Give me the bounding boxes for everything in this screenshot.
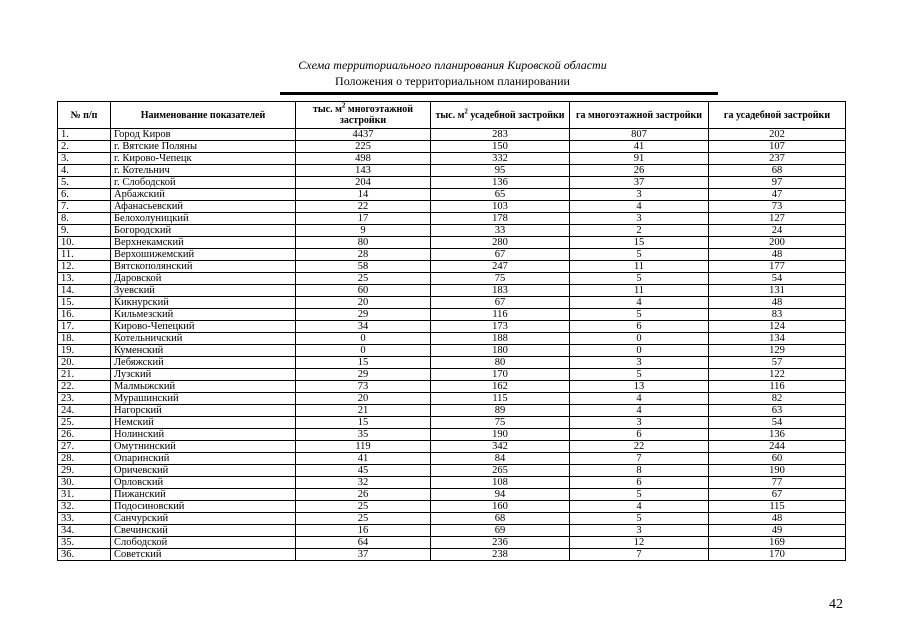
manor-ha-cell: 97 (709, 177, 846, 189)
multistorey-ha-cell: 6 (570, 429, 709, 441)
manor-thousand-m2-cell: 173 (431, 321, 570, 333)
table-row (58, 489, 846, 501)
multistorey-ha-cell: 5 (570, 249, 709, 261)
row-name-cell: Город Киров (111, 129, 296, 141)
row-number-cell: 10. (58, 237, 111, 249)
table-row (58, 357, 846, 369)
manor-ha-cell: 202 (709, 129, 846, 141)
manor-thousand-m2-cell: 180 (431, 345, 570, 357)
table-body (58, 129, 846, 561)
table-row (58, 429, 846, 441)
manor-thousand-m2-cell: 84 (431, 453, 570, 465)
multistorey-thousand-m2-cell: 29 (296, 369, 431, 381)
manor-ha-cell: 67 (709, 489, 846, 501)
row-number-cell: 4. (58, 165, 111, 177)
manor-ha-cell: 129 (709, 345, 846, 357)
multistorey-thousand-m2-cell: 28 (296, 249, 431, 261)
table-row (58, 273, 846, 285)
col-header-manor-thousand-m2: тыс. $м^2$ усадебной застройки (431, 102, 570, 129)
row-number-cell: 19. (58, 345, 111, 357)
table-row (58, 537, 846, 549)
manor-ha-cell: 177 (709, 261, 846, 273)
multistorey-thousand-m2-cell: 25 (296, 501, 431, 513)
row-number-cell: 22. (58, 381, 111, 393)
multistorey-thousand-m2-cell: 15 (296, 357, 431, 369)
table-row (58, 153, 846, 165)
row-name-cell: Малмыжский (111, 381, 296, 393)
multistorey-ha-cell: 4 (570, 393, 709, 405)
row-name-cell: Лебяжский (111, 357, 296, 369)
manor-ha-cell: 48 (709, 513, 846, 525)
multistorey-ha-cell: 5 (570, 309, 709, 321)
row-name-cell: Санчурский (111, 513, 296, 525)
row-number-cell: 20. (58, 357, 111, 369)
table-row (58, 513, 846, 525)
table-header-row (58, 102, 846, 129)
manor-thousand-m2-cell: 94 (431, 489, 570, 501)
multistorey-ha-cell: 4 (570, 297, 709, 309)
header-rule (280, 92, 718, 95)
row-name-cell: Пижанский (111, 489, 296, 501)
table-row (58, 369, 846, 381)
table-row (58, 285, 846, 297)
table-row (58, 213, 846, 225)
col-header-manor-ha: га усадебной застройки (709, 102, 846, 129)
multistorey-ha-cell: 3 (570, 189, 709, 201)
manor-ha-cell: 54 (709, 417, 846, 429)
row-number-cell: 33. (58, 513, 111, 525)
col-header-name: Наименование показателей (111, 102, 296, 129)
col-header-multistorey-thousand-m2: тыс. $м^2$ многоэтажной застройки (296, 102, 431, 129)
multistorey-ha-cell: 37 (570, 177, 709, 189)
multistorey-ha-cell: 0 (570, 333, 709, 345)
table-row (58, 141, 846, 153)
table-row (58, 405, 846, 417)
manor-thousand-m2-cell: 190 (431, 429, 570, 441)
multistorey-thousand-m2-cell: 35 (296, 429, 431, 441)
multistorey-ha-cell: 11 (570, 285, 709, 297)
multistorey-thousand-m2-cell: 58 (296, 261, 431, 273)
table-row (58, 525, 846, 537)
multistorey-ha-cell: 11 (570, 261, 709, 273)
manor-ha-cell: 77 (709, 477, 846, 489)
multistorey-thousand-m2-cell: 9 (296, 225, 431, 237)
manor-ha-cell: 115 (709, 501, 846, 513)
manor-ha-cell: 116 (709, 381, 846, 393)
manor-ha-cell: 237 (709, 153, 846, 165)
multistorey-thousand-m2-cell: 0 (296, 333, 431, 345)
manor-thousand-m2-cell: 75 (431, 417, 570, 429)
multistorey-ha-cell: 6 (570, 477, 709, 489)
manor-ha-cell: 134 (709, 333, 846, 345)
multistorey-ha-cell: 7 (570, 549, 709, 561)
multistorey-ha-cell: 7 (570, 453, 709, 465)
multistorey-ha-cell: 3 (570, 525, 709, 537)
manor-ha-cell: 136 (709, 429, 846, 441)
manor-thousand-m2-cell: 332 (431, 153, 570, 165)
multistorey-thousand-m2-cell: 45 (296, 465, 431, 477)
multistorey-ha-cell: 12 (570, 537, 709, 549)
manor-ha-cell: 170 (709, 549, 846, 561)
manor-ha-cell: 57 (709, 357, 846, 369)
manor-thousand-m2-cell: 150 (431, 141, 570, 153)
row-name-cell: Советский (111, 549, 296, 561)
manor-thousand-m2-cell: 342 (431, 441, 570, 453)
multistorey-thousand-m2-cell: 73 (296, 381, 431, 393)
multistorey-thousand-m2-cell: 41 (296, 453, 431, 465)
row-name-cell: Мурашинский (111, 393, 296, 405)
row-name-cell: Подосиновский (111, 501, 296, 513)
table-row (58, 465, 846, 477)
row-name-cell: Зуевский (111, 285, 296, 297)
manor-ha-cell: 48 (709, 297, 846, 309)
row-name-cell: Кирово-Чепецкий (111, 321, 296, 333)
manor-thousand-m2-cell: 108 (431, 477, 570, 489)
manor-thousand-m2-cell: 178 (431, 213, 570, 225)
table-row (58, 549, 846, 561)
table-row (58, 261, 846, 273)
multistorey-thousand-m2-cell: 0 (296, 345, 431, 357)
multistorey-thousand-m2-cell: 119 (296, 441, 431, 453)
multistorey-thousand-m2-cell: 14 (296, 189, 431, 201)
manor-ha-cell: 54 (709, 273, 846, 285)
multistorey-ha-cell: 4 (570, 201, 709, 213)
manor-thousand-m2-cell: 160 (431, 501, 570, 513)
table-row (58, 453, 846, 465)
row-name-cell: г. Вятские Поляны (111, 141, 296, 153)
multistorey-ha-cell: 0 (570, 345, 709, 357)
row-number-cell: 31. (58, 489, 111, 501)
manor-thousand-m2-cell: 69 (431, 525, 570, 537)
multistorey-thousand-m2-cell: 25 (296, 273, 431, 285)
multistorey-ha-cell: 4 (570, 405, 709, 417)
row-number-cell: 16. (58, 309, 111, 321)
row-name-cell: Белохолуницкий (111, 213, 296, 225)
row-name-cell: г. Кирово-Чепецк (111, 153, 296, 165)
row-number-cell: 15. (58, 297, 111, 309)
manor-ha-cell: 82 (709, 393, 846, 405)
row-name-cell: Вятскополянский (111, 261, 296, 273)
manor-ha-cell: 131 (709, 285, 846, 297)
table-row (58, 129, 846, 141)
data-table (57, 101, 846, 561)
row-name-cell: Лузский (111, 369, 296, 381)
row-name-cell: Арбажский (111, 189, 296, 201)
manor-ha-cell: 63 (709, 405, 846, 417)
multistorey-ha-cell: 26 (570, 165, 709, 177)
manor-ha-cell: 73 (709, 201, 846, 213)
row-number-cell: 12. (58, 261, 111, 273)
row-name-cell: Нагорский (111, 405, 296, 417)
multistorey-ha-cell: 6 (570, 321, 709, 333)
row-name-cell: Богородский (111, 225, 296, 237)
table-row (58, 249, 846, 261)
row-number-cell: 8. (58, 213, 111, 225)
multistorey-thousand-m2-cell: 25 (296, 513, 431, 525)
multistorey-thousand-m2-cell: 204 (296, 177, 431, 189)
row-name-cell: Омутнинский (111, 441, 296, 453)
table-row (58, 417, 846, 429)
multistorey-ha-cell: 5 (570, 489, 709, 501)
multistorey-ha-cell: 13 (570, 381, 709, 393)
table-row (58, 441, 846, 453)
multistorey-ha-cell: 91 (570, 153, 709, 165)
row-number-cell: 13. (58, 273, 111, 285)
manor-thousand-m2-cell: 89 (431, 405, 570, 417)
row-name-cell: Свечинский (111, 525, 296, 537)
page-number: 42 (829, 597, 843, 612)
multistorey-thousand-m2-cell: 34 (296, 321, 431, 333)
manor-ha-cell: 48 (709, 249, 846, 261)
row-name-cell: Даровской (111, 273, 296, 285)
multistorey-ha-cell: 2 (570, 225, 709, 237)
multistorey-thousand-m2-cell: 4437 (296, 129, 431, 141)
multistorey-thousand-m2-cell: 80 (296, 237, 431, 249)
manor-thousand-m2-cell: 162 (431, 381, 570, 393)
manor-ha-cell: 200 (709, 237, 846, 249)
row-number-cell: 11. (58, 249, 111, 261)
row-name-cell: Нолинский (111, 429, 296, 441)
multistorey-thousand-m2-cell: 20 (296, 393, 431, 405)
multistorey-thousand-m2-cell: 60 (296, 285, 431, 297)
manor-ha-cell: 68 (709, 165, 846, 177)
row-number-cell: 1. (58, 129, 111, 141)
row-name-cell: Оричевский (111, 465, 296, 477)
manor-thousand-m2-cell: 80 (431, 357, 570, 369)
table-row (58, 165, 846, 177)
manor-thousand-m2-cell: 67 (431, 297, 570, 309)
manor-thousand-m2-cell: 75 (431, 273, 570, 285)
row-number-cell: 32. (58, 501, 111, 513)
multistorey-thousand-m2-cell: 498 (296, 153, 431, 165)
manor-ha-cell: 47 (709, 189, 846, 201)
row-number-cell: 30. (58, 477, 111, 489)
table-row (58, 321, 846, 333)
manor-ha-cell: 127 (709, 213, 846, 225)
row-number-cell: 36. (58, 549, 111, 561)
row-name-cell: Опаринский (111, 453, 296, 465)
row-number-cell: 21. (58, 369, 111, 381)
row-name-cell: Афанасьевский (111, 201, 296, 213)
multistorey-thousand-m2-cell: 37 (296, 549, 431, 561)
row-number-cell: 29. (58, 465, 111, 477)
row-number-cell: 24. (58, 405, 111, 417)
multistorey-thousand-m2-cell: 29 (296, 309, 431, 321)
manor-ha-cell: 169 (709, 537, 846, 549)
multistorey-thousand-m2-cell: 22 (296, 201, 431, 213)
table-row (58, 309, 846, 321)
multistorey-thousand-m2-cell: 32 (296, 477, 431, 489)
multistorey-ha-cell: 3 (570, 213, 709, 225)
manor-thousand-m2-cell: 183 (431, 285, 570, 297)
table-row (58, 297, 846, 309)
multistorey-ha-cell: 3 (570, 357, 709, 369)
manor-thousand-m2-cell: 265 (431, 465, 570, 477)
row-number-cell: 2. (58, 141, 111, 153)
manor-thousand-m2-cell: 170 (431, 369, 570, 381)
multistorey-ha-cell: 807 (570, 129, 709, 141)
row-number-cell: 17. (58, 321, 111, 333)
manor-thousand-m2-cell: 236 (431, 537, 570, 549)
multistorey-ha-cell: 15 (570, 237, 709, 249)
multistorey-thousand-m2-cell: 16 (296, 525, 431, 537)
row-number-cell: 28. (58, 453, 111, 465)
table-row (58, 201, 846, 213)
manor-thousand-m2-cell: 116 (431, 309, 570, 321)
row-name-cell: Верхошижемский (111, 249, 296, 261)
row-name-cell: г. Слободской (111, 177, 296, 189)
row-name-cell: Верхнекамский (111, 237, 296, 249)
manor-thousand-m2-cell: 280 (431, 237, 570, 249)
row-name-cell: Немский (111, 417, 296, 429)
row-number-cell: 23. (58, 393, 111, 405)
row-name-cell: Кикнурский (111, 297, 296, 309)
table-row (58, 225, 846, 237)
multistorey-ha-cell: 4 (570, 501, 709, 513)
row-number-cell: 5. (58, 177, 111, 189)
row-number-cell: 25. (58, 417, 111, 429)
row-number-cell: 3. (58, 153, 111, 165)
table-row (58, 189, 846, 201)
manor-ha-cell: 60 (709, 453, 846, 465)
row-name-cell: Слободской (111, 537, 296, 549)
manor-thousand-m2-cell: 247 (431, 261, 570, 273)
multistorey-ha-cell: 5 (570, 513, 709, 525)
manor-thousand-m2-cell: 115 (431, 393, 570, 405)
manor-ha-cell: 83 (709, 309, 846, 321)
row-name-cell: г. Котельнич (111, 165, 296, 177)
manor-ha-cell: 124 (709, 321, 846, 333)
table-row (58, 237, 846, 249)
multistorey-thousand-m2-cell: 225 (296, 141, 431, 153)
row-number-cell: 9. (58, 225, 111, 237)
multistorey-ha-cell: 3 (570, 417, 709, 429)
multistorey-thousand-m2-cell: 15 (296, 417, 431, 429)
manor-thousand-m2-cell: 188 (431, 333, 570, 345)
document-subtitle: Положения о территориальном планировании (335, 74, 570, 88)
table-row (58, 477, 846, 489)
multistorey-thousand-m2-cell: 17 (296, 213, 431, 225)
row-number-cell: 6. (58, 189, 111, 201)
multistorey-ha-cell: 5 (570, 273, 709, 285)
manor-thousand-m2-cell: 238 (431, 549, 570, 561)
multistorey-thousand-m2-cell: 21 (296, 405, 431, 417)
manor-ha-cell: 190 (709, 465, 846, 477)
multistorey-thousand-m2-cell: 143 (296, 165, 431, 177)
row-number-cell: 26. (58, 429, 111, 441)
multistorey-thousand-m2-cell: 20 (296, 297, 431, 309)
table-row (58, 501, 846, 513)
multistorey-ha-cell: 8 (570, 465, 709, 477)
row-number-cell: 18. (58, 333, 111, 345)
manor-thousand-m2-cell: 33 (431, 225, 570, 237)
row-name-cell: Котельничский (111, 333, 296, 345)
row-number-cell: 34. (58, 525, 111, 537)
manor-thousand-m2-cell: 95 (431, 165, 570, 177)
table-row (58, 381, 846, 393)
manor-thousand-m2-cell: 65 (431, 189, 570, 201)
row-name-cell: Кильмезский (111, 309, 296, 321)
manor-thousand-m2-cell: 67 (431, 249, 570, 261)
manor-ha-cell: 24 (709, 225, 846, 237)
row-number-cell: 7. (58, 201, 111, 213)
multistorey-thousand-m2-cell: 64 (296, 537, 431, 549)
manor-thousand-m2-cell: 68 (431, 513, 570, 525)
manor-thousand-m2-cell: 103 (431, 201, 570, 213)
col-header-num: № п/п (58, 102, 111, 129)
manor-ha-cell: 122 (709, 369, 846, 381)
table-row (58, 177, 846, 189)
multistorey-ha-cell: 41 (570, 141, 709, 153)
row-number-cell: 14. (58, 285, 111, 297)
manor-ha-cell: 244 (709, 441, 846, 453)
row-name-cell: Куменский (111, 345, 296, 357)
table-row (58, 345, 846, 357)
manor-ha-cell: 49 (709, 525, 846, 537)
multistorey-thousand-m2-cell: 26 (296, 489, 431, 501)
row-name-cell: Орловский (111, 477, 296, 489)
document-title: Схема территориального планирования Кировской области (298, 58, 607, 72)
manor-thousand-m2-cell: 136 (431, 177, 570, 189)
table-row (58, 333, 846, 345)
multistorey-ha-cell: 22 (570, 441, 709, 453)
row-number-cell: 27. (58, 441, 111, 453)
col-header-multistorey-ha: га многоэтажной застройки (570, 102, 709, 129)
manor-ha-cell: 107 (709, 141, 846, 153)
manor-thousand-m2-cell: 283 (431, 129, 570, 141)
table-row (58, 393, 846, 405)
row-number-cell: 35. (58, 537, 111, 549)
multistorey-ha-cell: 5 (570, 369, 709, 381)
